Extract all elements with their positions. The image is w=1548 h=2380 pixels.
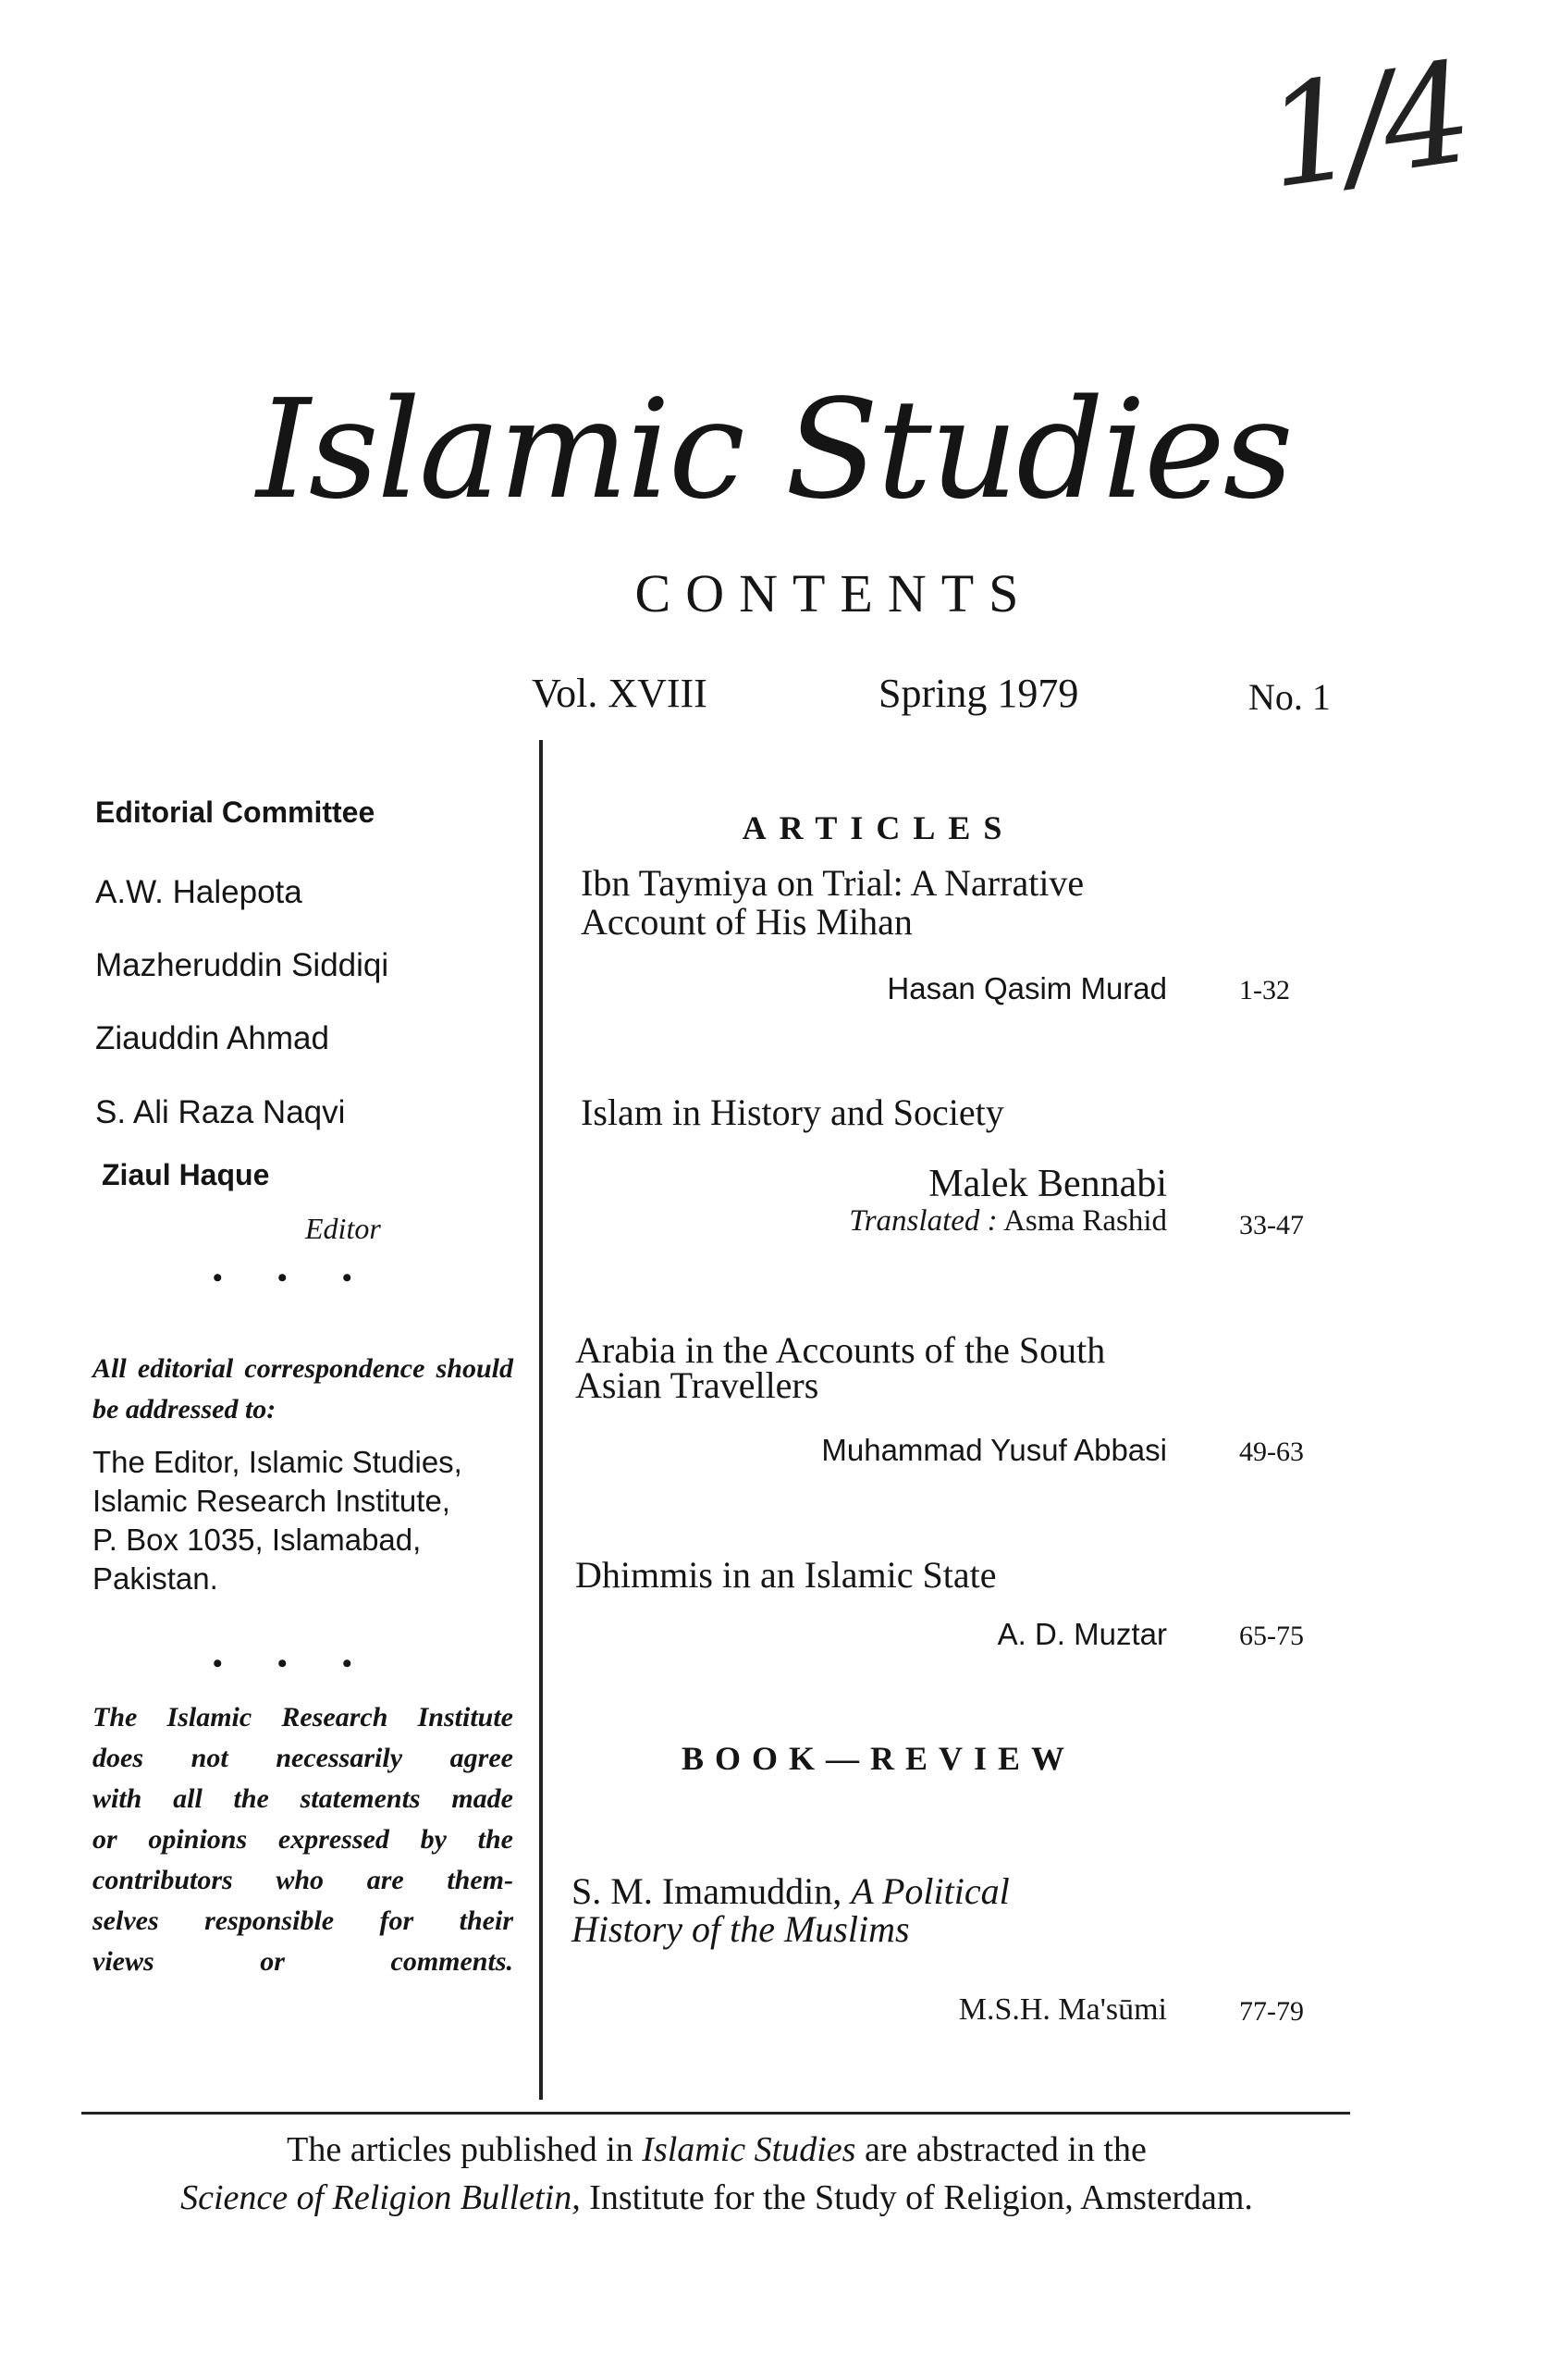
article-translator [555, 1204, 1167, 1239]
reviewed-author: S. M. Imamuddin, [571, 1870, 842, 1912]
committee-member: A.W. Halepota [95, 874, 302, 910]
editor-role: Editor [305, 1212, 381, 1245]
articles-heading: ARTICLES [742, 809, 1015, 846]
issue-number: No. 1 [1248, 676, 1331, 718]
article-title: Ibn Taymiya on Trial: A Narrative [581, 862, 1085, 904]
article-title: Islam in History and Society [581, 1091, 1004, 1133]
book-title-continued: History of the Muslims [571, 1908, 910, 1950]
article-author: Malek Bennabi [928, 1163, 1167, 1205]
article-author: Muhammad Yusuf Abbasi [821, 1433, 1167, 1467]
disclaimer: The Islamic Research Institute does not necessarily agree with all the statements made or opinions expressed by the contributors who are them- selves responsible for their views or comments. [92, 1702, 513, 1977]
footer-text: The articles published in [287, 2130, 633, 2169]
translator-name: Asma Rashid [1003, 1204, 1167, 1238]
committee-member: Ziauddin Ahmad [95, 1020, 329, 1056]
handwritten-mark: 1/4 [1256, 33, 1473, 220]
review-title [571, 1870, 1010, 1912]
journal-title: Islamic Studies [256, 370, 1292, 529]
footer-note [88, 2126, 1345, 2222]
reviewer: M.S.H. Ma'sūmi [958, 1992, 1167, 2027]
correspondence-note: All editorial correspondence should be addressed to: [92, 1353, 513, 1424]
article-pages: 33-47 [1239, 1210, 1304, 1240]
season-label: Spring 1979 [878, 671, 1079, 716]
footer-bulletin: Science of Religion Bulletin, [180, 2178, 581, 2217]
article-pages: 49-63 [1239, 1437, 1304, 1467]
footer-text: Institute for the Study of Religion, Amsterdam. [589, 2178, 1253, 2217]
footer-text: are abstracted in the [864, 2130, 1147, 2169]
review-pages: 77-79 [1239, 1996, 1304, 2027]
article-author: Hasan Qasim Murad [887, 971, 1167, 1005]
committee-member: Mazheruddin Siddiqi [95, 947, 389, 983]
article-title: Account of His Mihan [581, 901, 913, 943]
editor-address: The Editor, Islamic Studies, Islamic Research Institute, P. Box 1035, Islamabad, Pakistan. [92, 1445, 462, 1596]
column-divider [539, 740, 543, 2100]
review-heading: BOOK—REVIEW [681, 1740, 1076, 1777]
volume-label: Vol. XVIII [532, 671, 707, 716]
article-author: A. D. Muztar [997, 1617, 1167, 1651]
editor-name: Ziaul Haque [102, 1158, 270, 1191]
separator-dots: • • • [213, 1263, 376, 1293]
committee-heading: Editorial Committee [95, 795, 375, 829]
article-pages: 65-75 [1239, 1621, 1304, 1651]
translator-label: Translated : [849, 1204, 998, 1238]
article-title: Asian Travellers [575, 1364, 819, 1406]
contents-heading: CONTENTS [634, 563, 1034, 623]
footer-rule [81, 2112, 1350, 2115]
article-pages: 1-32 [1239, 975, 1290, 1005]
article-title: Dhimmis in an Islamic State [575, 1554, 997, 1596]
article-title: Arabia in the Accounts of the South [575, 1329, 1106, 1371]
book-title: A Political [851, 1870, 1010, 1912]
committee-member: S. Ali Raza Naqvi [95, 1094, 346, 1130]
separator-dots: • • • [213, 1648, 376, 1679]
footer-journal: Islamic Studies [642, 2130, 856, 2169]
